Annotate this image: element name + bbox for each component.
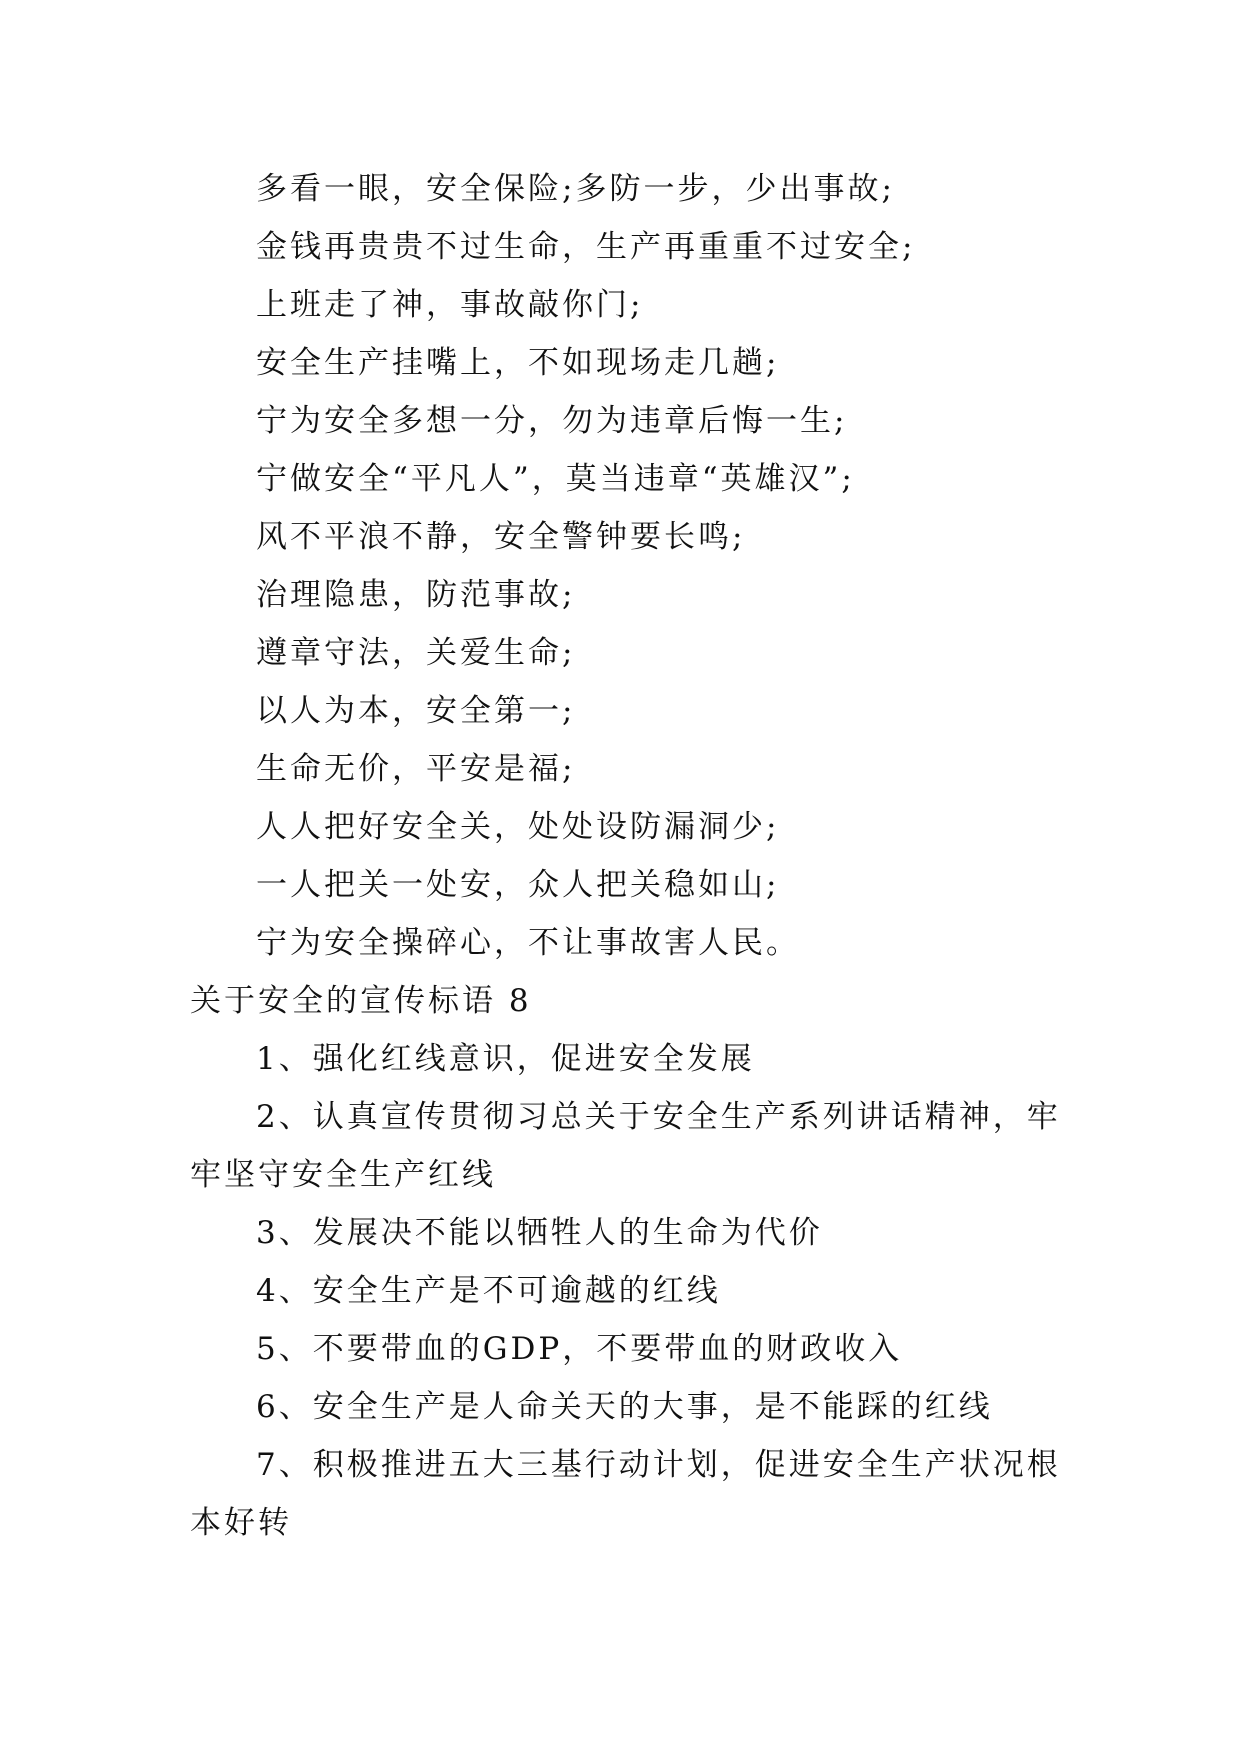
section-heading: 关于安全的宣传标语 8: [190, 983, 532, 1019]
numbered-slogan: 6、安全生产是人命关天的大事，是不能踩的红线: [256, 1389, 993, 1425]
slogan-line: 金钱再贵贵不过生命，生产再重重不过安全;: [256, 229, 916, 265]
numbered-slogan-continuation: 牢坚守安全生产红线: [190, 1157, 496, 1193]
slogan-line: 宁为安全多想一分，勿为违章后悔一生;: [256, 403, 848, 439]
numbered-slogan: 2、认真宣传贯彻习总关于安全生产系列讲话精神，牢: [256, 1099, 1061, 1135]
document-body: [190, 160, 1061, 1552]
slogan-line: 安全生产挂嘴上，不如现场走几趟;: [256, 345, 780, 381]
numbered-slogan: 3、发展决不能以牺牲人的生命为代价: [256, 1215, 823, 1251]
numbered-slogan: 1、强化红线意识，促进安全发展: [256, 1041, 755, 1077]
numbered-slogan: 5、不要带血的GDP，不要带血的财政收入: [256, 1331, 903, 1367]
slogan-line: 人人把好安全关，处处设防漏洞少;: [256, 809, 780, 845]
numbered-slogan-continuation: 本好转: [190, 1505, 292, 1541]
numbered-slogan: 7、积极推进五大三基行动计划，促进安全生产状况根: [256, 1447, 1061, 1483]
slogan-line: 一人把关一处安，众人把关稳如山;: [256, 867, 780, 903]
slogan-line: 宁为安全操碎心，不让事故害人民。: [256, 925, 800, 961]
slogan-line: 遵章守法，关爱生命;: [256, 635, 576, 671]
slogan-line: 生命无价，平安是福;: [256, 751, 576, 787]
slogan-line: 宁做安全“平凡人”，莫当违章“英雄汉”;: [256, 461, 855, 497]
slogan-line: 多看一眼，安全保险;多防一步，少出事故;: [256, 171, 895, 207]
slogan-line: 治理隐患，防范事故;: [256, 577, 576, 613]
numbered-slogan: 4、安全生产是不可逾越的红线: [256, 1273, 721, 1309]
slogan-line: 上班走了神，事故敲你门;: [256, 287, 644, 323]
slogan-line: 以人为本，安全第一;: [256, 693, 576, 729]
slogan-line: 风不平浪不静，安全警钟要长鸣;: [256, 519, 746, 555]
